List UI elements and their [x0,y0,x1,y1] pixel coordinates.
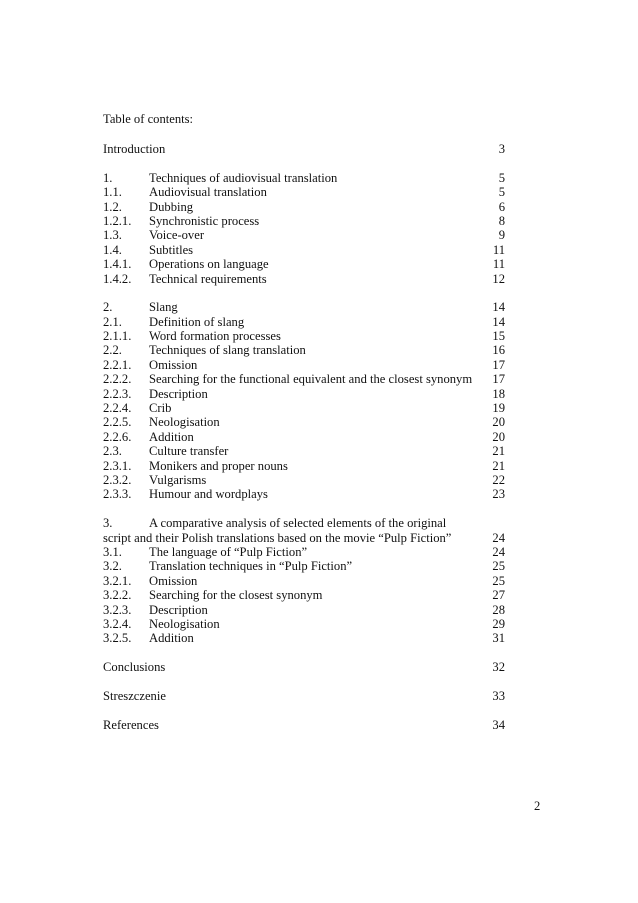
toc-entry-page: 20 [492,415,505,430]
toc-entry-page: 32 [492,660,505,675]
toc-entry-label: Techniques of audiovisual translation [149,170,338,185]
toc-entry-page: 23 [492,487,505,502]
toc-entry [103,631,505,645]
toc-entry-label: Word formation processes [149,329,281,344]
toc-entry-page: 11 [492,257,505,272]
toc-entry-number: 1.4.2. [103,271,132,286]
toc-entry-label: Conclusions [103,660,166,675]
toc-entry-label: Monikers and proper nouns [149,458,288,473]
toc-entry-page: 8 [498,213,505,228]
toc-entry-page: 21 [492,444,505,459]
toc-entry-label: Searching for the closest synonym [149,588,323,603]
toc-entry [103,343,505,357]
toc-entry [103,185,505,199]
toc-entry [103,574,505,588]
toc-entry-number: 3.1. [103,544,122,559]
toc-entry-number: 3.2.5. [103,631,132,646]
toc-entry [103,603,505,617]
toc-spacer [103,286,505,300]
toc-entry [103,487,505,501]
toc-entry-number: 2.2.1. [103,357,132,372]
toc-entry-page: 29 [492,616,505,631]
toc-entry-label: Description [149,386,208,401]
toc-entry-label: Technical requirements [149,271,267,286]
toc-entry-label: A comparative analysis of selected elements of the original [149,516,447,531]
toc-entry [103,257,505,271]
toc-entry [103,415,505,429]
toc-entry-page: 5 [498,185,505,200]
table-of-contents [103,142,505,732]
toc-entry-label: Slang [149,300,178,315]
toc-entry-label: Techniques of slang translation [149,343,306,358]
toc-entry-label: Searching for the functional equivalent and the closest synonym [149,372,473,387]
toc-entry-label: Definition of slang [149,314,245,329]
toc-entry-label: Dubbing [149,199,194,214]
toc-entry-page: 14 [492,314,505,329]
toc-entry-number: 2.1.1. [103,329,132,344]
toc-entry-number: 1.2.1. [103,213,132,228]
toc-entry-number: 3.2.2. [103,588,132,603]
toc-entry-label: Synchronistic process [149,213,260,228]
toc-entry [103,459,505,473]
toc-entry [103,473,505,487]
toc-entry-label: Voice-over [149,228,205,243]
toc-entry-label: script and their Polish translations based on the movie “Pulp Fiction” [103,530,452,545]
toc-entry-page: 14 [492,300,505,315]
toc-entry [103,516,505,530]
toc-entry-label: The language of “Pulp Fiction” [149,544,308,559]
toc-entry [103,243,505,257]
toc-entry-number: 1.4. [103,242,122,257]
toc-entry-label: Audiovisual translation [149,185,267,200]
toc-entry-number: 2. [103,300,113,315]
toc-entry-page: 28 [492,602,505,617]
toc-entry [103,559,505,573]
toc-entry-page: 21 [492,458,505,473]
page-number: 2 [534,799,541,813]
toc-entry-label: Introduction [103,142,166,156]
toc-entry-page: 22 [492,472,505,487]
toc-entry-label: Operations on language [149,257,269,272]
toc-entry-page: 34 [492,717,505,732]
toc-entry [103,214,505,228]
toc-entry [103,531,505,545]
toc-entry-number: 2.2.3. [103,386,132,401]
toc-entry-number: 3.2.4. [103,616,132,631]
toc-entry-number: 2.2.6. [103,429,132,444]
toc-entry-page: 33 [492,688,505,703]
toc-entry-number: 1. [103,170,113,185]
toc-entry-page: 25 [492,559,505,574]
toc-entry-label: Description [149,602,208,617]
toc-entry [103,272,505,286]
toc-entry-number: 2.1. [103,314,122,329]
toc-entry-label: Vulgarisms [149,472,207,487]
toc-entry [103,171,505,185]
toc-entry [103,358,505,372]
toc-entry [103,142,505,156]
toc-entry-number: 1.3. [103,228,122,243]
toc-entry-number: 2.2.2. [103,372,132,387]
toc-entry-page: 3 [498,142,505,156]
toc-entry-number: 2.3.1. [103,458,132,473]
toc-entry-page: 16 [492,343,505,358]
toc-spacer [103,703,505,717]
toc-entry-page: 9 [498,228,505,243]
toc-entry-label: Streszczenie [103,688,166,703]
toc-entry [103,372,505,386]
toc-spacer [103,502,505,516]
toc-entry-number: 1.1. [103,185,122,200]
toc-entry-page: 25 [492,573,505,588]
toc-entry-page: 12 [492,271,505,286]
toc-entry [103,200,505,214]
toc-entry-label: Culture transfer [149,444,229,459]
toc-entry-label: Translation techniques in “Pulp Fiction” [149,559,353,574]
toc-entry [103,588,505,602]
toc-entry-page: 11 [492,242,505,257]
toc-entry-page: 18 [492,386,505,401]
toc-entry [103,401,505,415]
toc-entry-number: 2.2.4. [103,401,132,416]
toc-entry-label: Humour and wordplays [149,487,268,502]
toc-entry-page: 20 [492,429,505,444]
toc-entry [103,444,505,458]
toc-entry-number: 2.3.3. [103,487,132,502]
toc-entry-number: 2.2. [103,343,122,358]
toc-entry-label: Omission [149,573,198,588]
toc-entry-page: 27 [492,588,505,603]
toc-entry-number: 3.2. [103,559,122,574]
toc-entry-page: 19 [492,401,505,416]
toc-entry-label: Crib [149,401,172,416]
toc-entry-label: Addition [149,429,194,444]
toc-entry-number: 1.4.1. [103,257,132,272]
toc-entry-number: 3. [103,516,113,531]
toc-entry [103,718,505,732]
toc-entry [103,329,505,343]
toc-entry [103,660,505,674]
toc-entry-number: 2.3.2. [103,472,132,487]
toc-entry [103,228,505,242]
toc-entry-label: References [103,717,159,732]
toc-title: Table of contents: [103,112,194,126]
toc-entry-page: 17 [492,372,505,387]
toc-entry-page: 24 [492,544,505,559]
toc-entry-page: 6 [498,199,505,214]
toc-entry [103,689,505,703]
toc-entry-page: 17 [492,357,505,372]
toc-entry-label: Neologisation [149,616,220,631]
toc-entry [103,430,505,444]
toc-entry-label: Addition [149,631,194,646]
toc-spacer [103,674,505,688]
toc-entry-number: 2.3. [103,444,122,459]
toc-entry-number: 3.2.3. [103,602,132,617]
toc-spacer [103,646,505,660]
toc-entry-page: 31 [492,631,505,646]
toc-entry-label: Subtitles [149,242,194,257]
toc-entry-page: 15 [492,329,505,344]
toc-entry-page: 5 [498,170,505,185]
toc-entry [103,617,505,631]
toc-entry-page: 24 [492,530,505,545]
toc-entry [103,545,505,559]
toc-entry-label: Neologisation [149,415,220,430]
toc-spacer [103,156,505,170]
toc-entry [103,387,505,401]
toc-entry-number: 1.2. [103,199,122,214]
toc-entry [103,315,505,329]
toc-entry-number: 3.2.1. [103,573,132,588]
toc-entry-label: Omission [149,357,198,372]
toc-entry-number: 2.2.5. [103,415,132,430]
toc-entry [103,300,505,314]
